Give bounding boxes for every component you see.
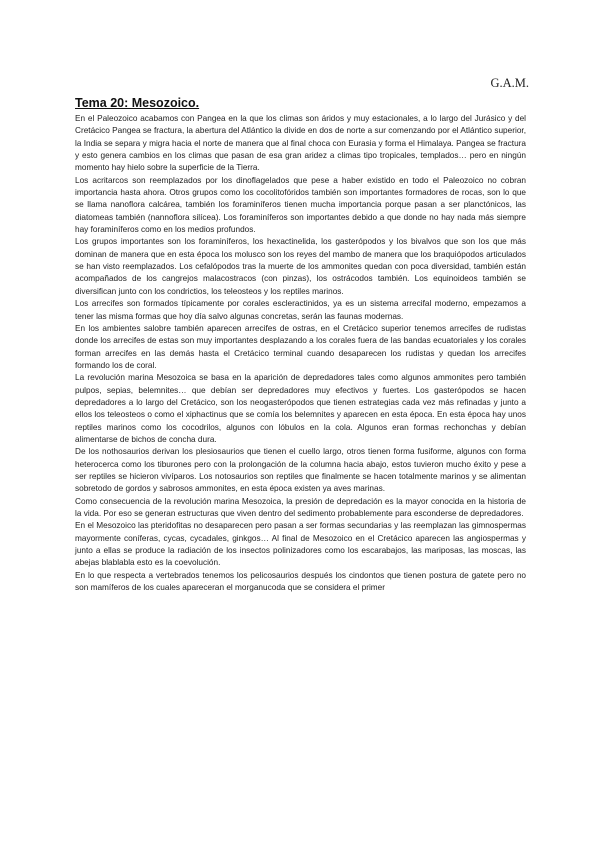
paragraph: Como consecuencia de la revolución marina Mesozoica, la presión de depredación es la mayor conocida en la historia de la vida. Por eso se generan estructuras que viven dentro del sedimento probablemente para esconderse de depredadores. [75,496,526,518]
paragraph: Los acritarcos son reemplazados por los dinoflagelados que pese a haber existido en todo el Paleozoico no cobran importancia hasta ahora. Otros grupos como los cocolitofóridos también son importantes formadores de rocas, son lo que se llama nanoflora calcárea, también los foraminíferos tienen mucha importancia porque pasan a ser planctónicos, las diatomeas también (nannoflora silícea). Los foraminíferos son importantes debido a que donde no hay nada más siempre hay foraminíferos como en los medios profundos. [75,175,526,235]
paragraph: De los nothosaurios derivan los plesiosaurios que tienen el cuello largo, otros tienen forma fusiforme, algunos con forma heterocerca como los tiburones pero con la prolongación de la columna hacia abajo, estos tuvieron mucho éxito y pese a ser reptiles se hicieron vivíparos. Los notosaurios son reptiles que finalmente se hacen totalmente marinos y se alimentan sobretodo de gordos y sabrosos ammonites, en esta época existen ya aves marinas. [75,447,526,494]
paragraph: En los ambientes salobre también aparecen arrecifes de ostras, en el Cretácico superior tenemos arrecifes de rudistas donde los arrecifes de estas son muy importantes desplazando a los corales fuera de las bandas ecuatoriales y los corales forman arrecifes en las demás hasta el Cretácico terminal cuando desaparecen los rudistas y quedan los arrecifes formando los de coral. [75,323,526,370]
paragraph: Los grupos importantes son los foraminíferos, los hexactinelida, los gasterópodos y los bivalvos que son los que más dominan de manera que en esta época los molusco son los reyes del mambo de manera que los braquiópodos articulados se han visto reemplazados. Los cefalópodos tras la muerte de los ammonites quedan con poca diversidad, también están acompañados de los cangrejos malacostracos (con pinzas), los ostrácodos también. Los equinoideos también se diversifican junto con los condrictios, los teleosteos y los reptiles marinos. [75,237,526,296]
document-title: Tema 20: Mesozoico. [75,96,200,110]
paragraph: En lo que respecta a vertebrados tenemos los pelicosaurios después los cindontos que tienen postura de gatete pero no son mamíferos de los cuales apareceran el morganucoda que se considera el primer [75,570,526,593]
paragraph: En el Mesozoico las pteridofitas no desaparecen pero pasan a ser formas secundarias y las reemplazan las gimnospermas mayormente coníferas, cycas, cycadales, ginkgos… Al final de Mesozoico en el Cretácico aparecen las angiospermas y junto a ellas se produce la radiación de los insectos polinizadores como los escarabajos, las mariposas, las moscas, las abejas blablabla esto es la coevolución. [75,521,526,568]
paragraph: La revolución marina Mesozoica se basa en la aparición de depredadores tales como algunos ammonites pero también pulpos, sepias, belemnites… que debían ser depredadores muy efectivos y fuertes. Los gasterópodos se hacen depredadores a lo largo del Cretácico, son los neogasterópodos que tienen estrategias cada vez más refinadas y junto a ellos los teleosteos o como el xiphactinus que se comía los belemnites y aparecen en esta época. En esta época hay unos reptiles marinos como los cocodrilos, algunos con lóbulos en la cola. Algunos eran formas rechonchas y debían alimentarse de bichos de concha dura. [75,373,526,444]
paragraph: Los arrecifes son formados típicamente por corales escleractinidos, ya es un sistema arrecifal moderno, empezamos a tener las misma formas que hoy día salvo algunas concretas, serán las faunas modernas. [75,299,526,321]
paragraph: En el Paleozoico acabamos con Pangea en la que los climas son áridos y muy estacionales, a lo largo del Jurásico y del Cretácico Pangea se fractura, la abertura del Atlántico la divide en dos de norte a sur comenzando por el Atlántico superior, la India se separa y migra hacia el norte de manera que al final choca con Eurasia y forma el Himalaya. Pangea se fractura y esto genera cambios en los climas que pasan de esa gran aridez a climas tipo tropicales, templados… pero en ningún momento hay hielo sobre la superficie de la Tierra. [75,114,526,173]
document-body [75,113,526,594]
author-initials: G.A.M. [490,76,529,90]
